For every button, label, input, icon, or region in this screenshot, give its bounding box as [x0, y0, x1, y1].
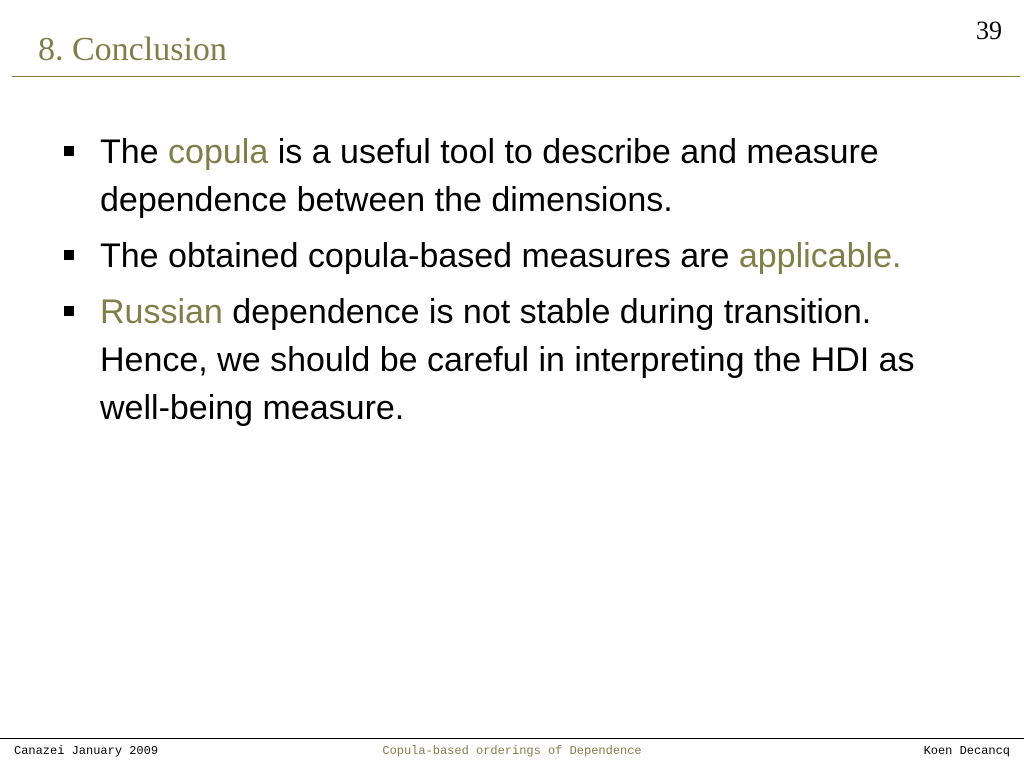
square-bullet-icon — [64, 250, 74, 260]
slide-title: 8. Conclusion — [38, 31, 227, 68]
highlighted-term: applicable. — [738, 237, 902, 275]
bullet-text-part: is a useful tool to describe and measure dependence between the dimensions. — [100, 133, 879, 219]
bullet-item — [62, 128, 962, 224]
title-divider — [12, 76, 1020, 77]
footer-author: Koen Decancq — [923, 744, 1010, 758]
square-bullet-icon — [64, 306, 74, 316]
bullet-text — [100, 237, 901, 275]
footer-date-location: Canazei January 2009 — [14, 744, 159, 758]
bullet-text-part: dependence is not stable during transition. Hence, we should be careful in interpreting the HDI as well-being measure. — [100, 293, 915, 427]
bullet-item — [62, 288, 962, 432]
highlighted-term: Russian — [100, 293, 223, 331]
square-bullet-icon — [64, 146, 74, 156]
bullet-text-part: The — [100, 133, 169, 171]
bullet-text — [100, 293, 915, 427]
page-number: 39 — [976, 16, 1002, 45]
bullet-text-part: The obtained copula-based measures are — [100, 237, 739, 275]
bullet-list — [62, 128, 962, 440]
footer-presentation-title: Copula-based orderings of Dependence — [382, 744, 642, 758]
bullet-item — [62, 232, 962, 280]
highlighted-term: copula — [168, 133, 269, 171]
bullet-text — [100, 133, 879, 219]
footer-divider — [0, 738, 1024, 739]
